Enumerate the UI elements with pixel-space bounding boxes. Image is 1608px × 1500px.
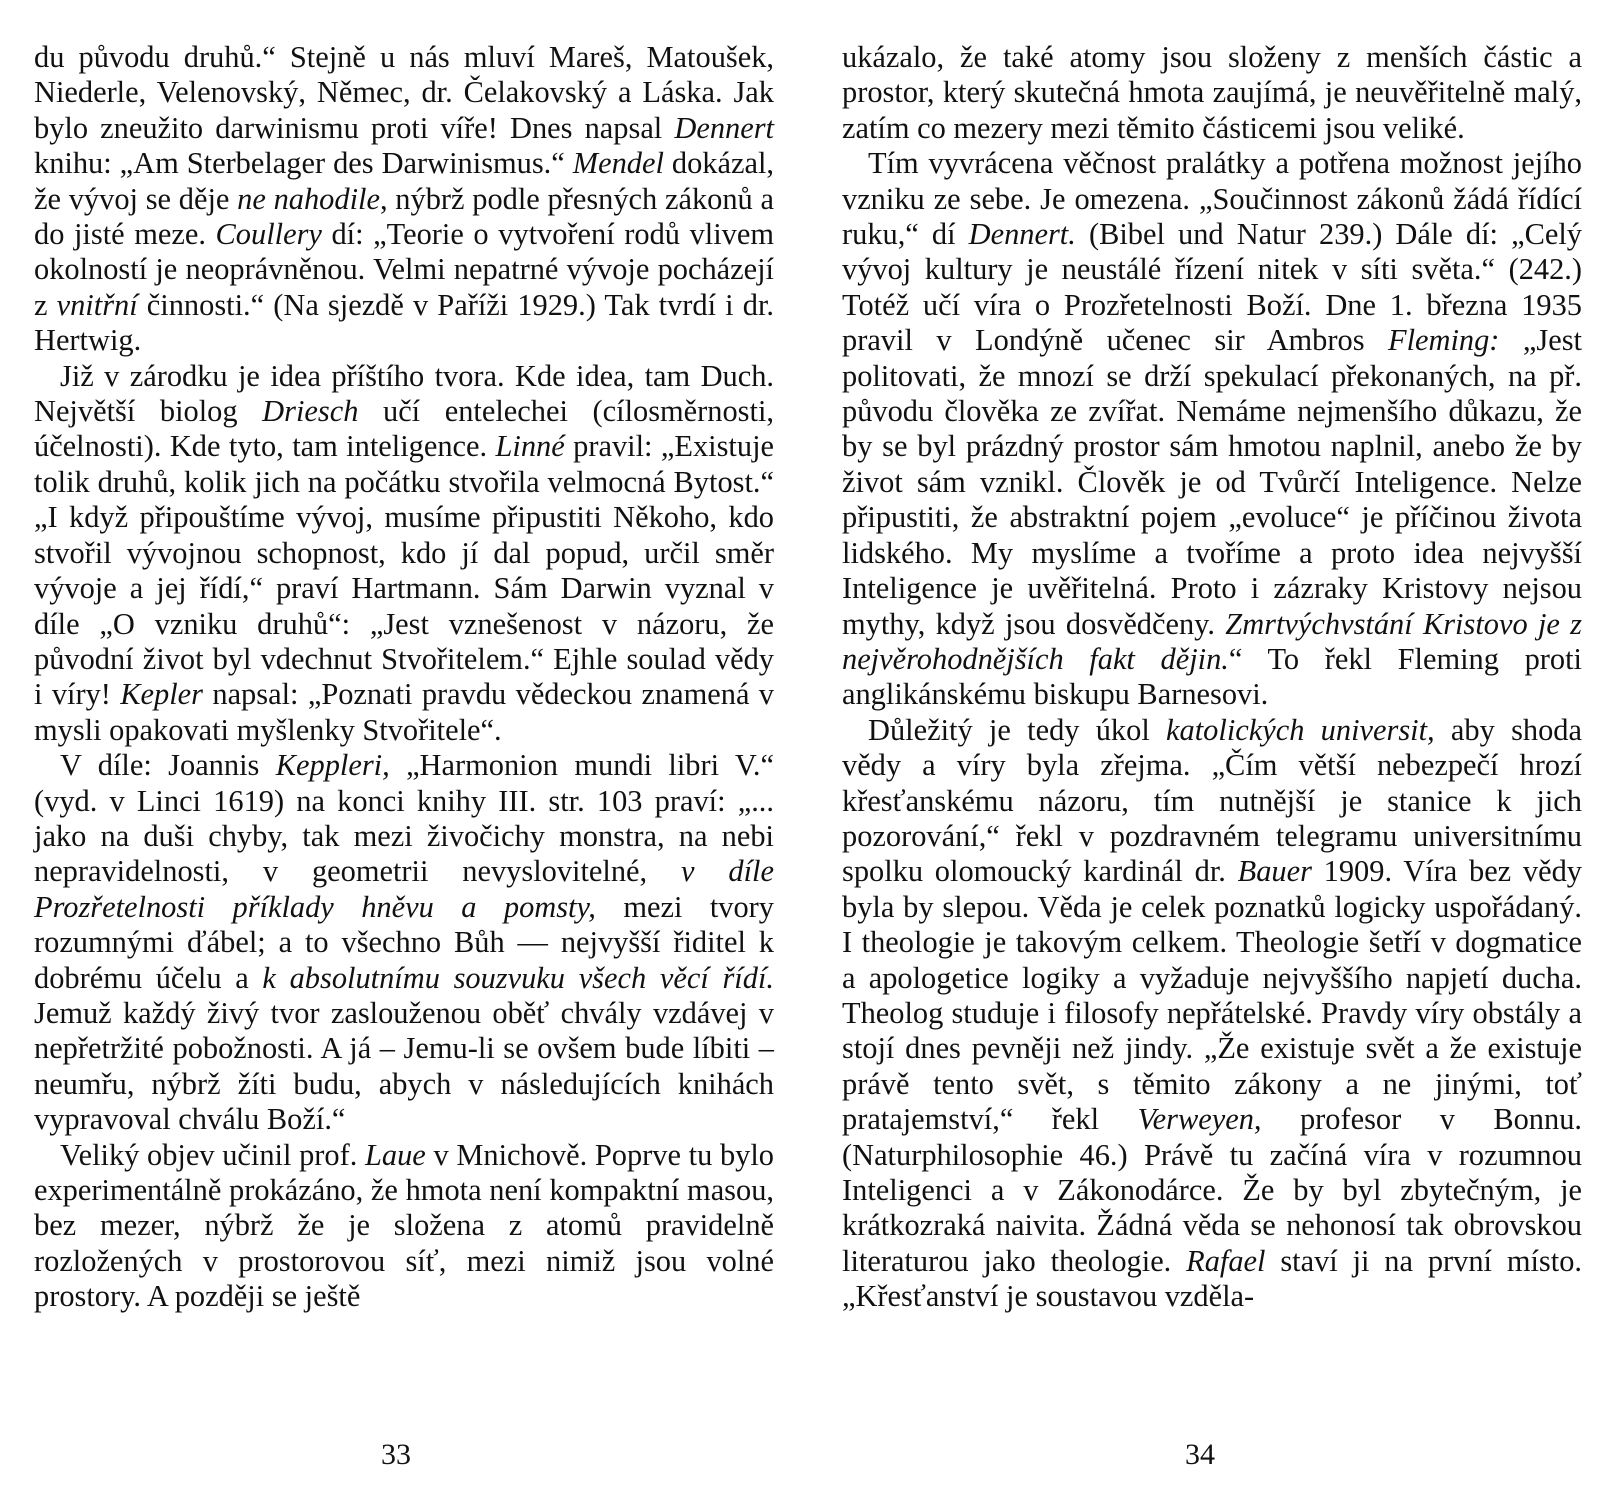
text-run: aby shoda vědy a víry byla zřejma. „Čím větší nebezpečí hrozí křesťanskému názoru, tím nutnější je stanice k jich pozorování,“ řekl v pozdravném telegramu universitnímu spolku olomoucký kardinál dr. (842, 712, 1582, 889)
paragraph (34, 748, 774, 1137)
left-page (34, 40, 774, 1315)
paragraph (842, 40, 1582, 146)
text-run: profesor v Bonnu. (Naturphilosophie 46.) Právě tu začíná víra v rozumnou Inteligenci a v Zákonodárce. Že by byl zbytečným, je krátkozraká naivita. Žádná věda se nehonosí tak obrovskou literaturou jako theologie. (842, 1102, 1582, 1278)
text-run: pravil: „Existuje tolik druhů, kolik jich na počátku stvořila velmocná Bytost.“ „I když připouštíme vývoj, musíme připustiti Někoho, kdo stvořil vývojnou schopnost, kdo jí dal popud, určil směr vývoje a jej řídí,“ praví Hartmann. Sám Darwin vyznal v díle „O vzniku druhů“: „Jest vznešenost v názoru, že původní život byl vdechnut Stvořitelem.“ Ejhle soulad vědy i víry! (34, 429, 774, 712)
italic-run: Laue (365, 1137, 426, 1172)
paragraph (842, 713, 1582, 1315)
text-run: Již v zárodku je idea příštího tvora. Kde idea, tam Duch. Největší biolog (34, 358, 774, 429)
italic-run: k absolutnímu souzvuku všech věcí řídí. (262, 960, 774, 995)
left-page-text (34, 40, 774, 1315)
right-page-number: 34 (1185, 1438, 1215, 1471)
text-run: učí entelechei (cílosměrnosti, účelnosti). Kde tyto, tam inteligence. (34, 394, 774, 464)
italic-run: Kepler (120, 677, 203, 712)
italic-run: Verweyen, (1137, 1102, 1262, 1137)
text-run: , nýbrž podle přesných zákonů a do jisté meze. (34, 181, 774, 252)
right-page-text (842, 40, 1582, 1315)
paragraph (842, 146, 1582, 713)
left-page-number: 33 (381, 1438, 411, 1471)
text-run: knihu: „Am Sterbelager des Darwinismus.“ (34, 146, 573, 181)
text-run: dokázal, že vývoj se děje (34, 146, 774, 216)
italic-run: vnitřní (56, 287, 138, 322)
text-run: Důležitý je tedy úkol (868, 712, 1167, 747)
text-run: 1909. Víra bez vědy byla by slepou. Věda je celek poznatků logicky uspořádaný. I theologie je takovým celkem. Theologie šetří v dogmatice a apologetice logiky a vyžaduje nejvyššího napjetí ducha. Theolog studuje i filosofy nepřátelské. Pravdy víry obstály a stojí dnes pevněji než jindy. „Že existuje svět a že existuje právě tento svět, s těmito zákony a ne jinými, toť pratajemství,“ řekl (842, 854, 1582, 1137)
paragraph (34, 40, 774, 359)
italic-run: Rafael (1186, 1243, 1266, 1278)
text-run: V díle: Joannis (60, 748, 276, 783)
text-run: činnosti.“ (Na sjezdě v Paříži 1929.) Tak tvrdí i dr. Hertwig. (34, 287, 774, 358)
text-run: dí: „Teorie o vytvoření rodů vlivem okolností je neoprávněnou. Velmi nepatrné vývoje pocházejí z (34, 217, 774, 322)
italic-run: Bauer (1237, 854, 1312, 889)
italic-run: Fleming: (1388, 323, 1500, 358)
italic-run: katolických universit, (1166, 712, 1435, 747)
text-run: (Bibel und Natur 239.) Dále dí: „Celý vývoj kultury je neustálé řízení nitek v síti světa.“ (242.) Totéž učí víra o Prozřetelnosti Boží. Dne 1. března 1935 pravil v Londýně učenec sir Ambros (842, 217, 1582, 358)
italic-run: Mendel (572, 146, 664, 181)
paragraph (34, 359, 774, 748)
italic-run: Zmrtvýchvstání Kristovo je z nejvěrohodnějších fakt dějin. (842, 606, 1582, 676)
text-run: Tím vyvrácena věčnost pralátky a potřena možnost jejího vzniku ze sebe. Je omezena. „Součinnost zákonů žádá řídící ruku,“ dí (842, 146, 1582, 252)
right-page (842, 40, 1582, 1315)
text-run: v Mnichově. Poprve tu bylo experimentálně prokázáno, že hmota není kompaktní masou, bez mezer, nýbrž že je složena z atomů pravidelně rozložených v prostorovou síť, mezi nimiž jsou volné prostory. A později se ještě (34, 1137, 774, 1314)
italic-run: ne nahodile (237, 181, 380, 216)
italic-run: Coullery (215, 217, 322, 252)
text-run: “ To řekl Fleming proti anglikánskému biskupu Barnesovi. (842, 641, 1582, 712)
italic-run: v díle Prozřetelnosti příklady hněvu a pomsty, (34, 854, 774, 924)
italic-run: Dennert. (968, 217, 1076, 252)
text-run: staví ji na první místo. „Křesťanství je soustavou vzděla- (842, 1243, 1582, 1314)
text-run: Veliký objev učinil prof. (60, 1137, 366, 1172)
text-run: napsal: „Poznati pravdu vědeckou znamená v mysli opakovati myšlenky Stvořitele“. (34, 677, 775, 747)
italic-run: Dennert (674, 110, 774, 145)
italic-run: Driesch (262, 394, 359, 429)
italic-run: Keppleri, (275, 748, 390, 783)
text-run: „Jest politovati, že mnozí se drží spekulací překonaných, na př. původu člověka ze zvířat. Nemáme nejmenšího důkazu, že by se byl prázdný prostor sám hmotou naplnil, anebo že by život sám vznikl. Člověk je od Tvůrčí Inteligence. Nelze připustiti, že abstraktní pojem „evoluce“ je příčinou života lidského. My myslíme a tvoříme a proto idea nejvyšší Inteligence je uvěřitelná. Proto i zázraky Kristovy nejsou mythy, když jsou dosvědčeny. (842, 323, 1582, 641)
paragraph (34, 1138, 774, 1315)
text-run: ukázalo, že také atomy jsou složeny z menších částic a prostor, který skutečná hmota zaujímá, je neuvěřitelně malý, zatím co mezery mezi těmito částicemi jsou veliké. (842, 40, 1582, 145)
text-run: „Harmonion mundi libri V.“ (vyd. v Linci 1619) na konci knihy III. str. 103 praví: „... jako na duši chyby, tak mezi živočichy monstra, na nebi nepravidelnosti, v geometrii nevyslovitelné, (34, 748, 774, 889)
text-run: du původu druhů.“ Stejně u nás mluví Mareš, Matoušek, Niederle, Velenovský, Němec, dr. Čelakovský a Láska. Jak bylo zneužito darwinismu proti víře! Dnes napsal (34, 40, 774, 145)
italic-run: Linné (495, 429, 565, 464)
text-run: Jemuž každý živý tvor zaslouženou oběť chvály vzdávej v nepřetržité pobožnosti. A já – Jemu-li se ovšem bude líbiti – neumřu, nýbrž žíti budu, abych v následujících knihách vypravoval chválu Boží.“ (34, 995, 774, 1137)
text-run: mezi tvory rozumnými ďábel; a to všechno Bůh — nejvyšší řiditel k dobrému účelu a (34, 889, 774, 995)
